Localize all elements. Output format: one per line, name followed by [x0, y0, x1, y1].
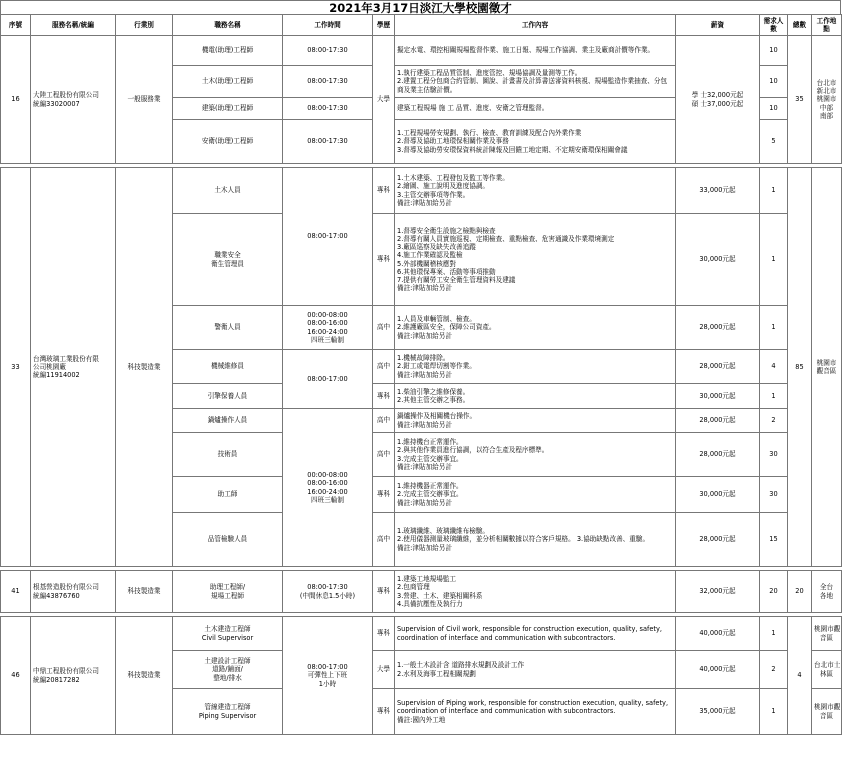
salary-cell: 學 士32,000元起 碩 士37,000元起 [676, 36, 760, 164]
col-header-count: 需求人數 [760, 15, 788, 36]
education-cell: 高中 [373, 513, 395, 567]
job-desc-cell: 1.機械故障排除。 2.鉗工或電焊切割等作業。 備註:津貼加給另計 [395, 350, 676, 384]
count-cell: 1 [760, 384, 788, 409]
location-cell: 桃園市觀 音區 [812, 689, 842, 735]
count-cell: 4 [760, 350, 788, 384]
job-desc-cell: 1.執行建築工程品質管制、進度管控、規場協調及量測等工作。 2.建置工程分包商合約管制、圖說、計畫書及計算書送審資料核視、規場監造作業抽查、分包商及業主估驗計價。 [395, 66, 676, 98]
col-header-location: 工作地點 [812, 15, 842, 36]
col-header-seq: 序號 [1, 15, 31, 36]
job-title-cell: 土木人員 [173, 168, 283, 214]
education-cell: 大學 [373, 36, 395, 164]
salary-cell: 28,000元起 [676, 306, 760, 350]
salary-cell: 30,000元起 [676, 477, 760, 513]
company-cell: 中鼎工程股份有限公司 統編20817282 [31, 617, 116, 735]
seq-cell: 46 [1, 617, 31, 735]
salary-cell: 40,000元起 [676, 617, 760, 651]
education-cell: 專科 [373, 477, 395, 513]
job-desc-cell: Supervision of Piping work, responsible for construction execution, quality, safety, coordination of interface and communication with subcontractors. 備註:國內外工地 [395, 689, 676, 735]
col-header-industry: 行業別 [116, 15, 173, 36]
job-title-cell: 品管檢驗人員 [173, 513, 283, 567]
job-desc-cell: 擬定水電、環控相關規場監督作業、施工日報、規場工作協調、業主及廠商計價等作業。 [395, 36, 676, 66]
job-desc-cell: 1.維持機器正常運作。 2.完成主管交辦事宜。 備註:津貼加給另計 [395, 477, 676, 513]
job-desc-cell: 建築工程規場 施 工 品質、進度、安衛之管理監督。 [395, 98, 676, 120]
salary-cell: 33,000元起 [676, 168, 760, 214]
industry-cell: 科技製造業 [116, 617, 173, 735]
job-desc-cell: Supervision of Civil work, responsible for construction execution, quality, safety, coordination of interface and communication with subcontractors. [395, 617, 676, 651]
count-cell: 10 [760, 98, 788, 120]
count-cell: 10 [760, 36, 788, 66]
work-time-cell: 08:00-17:00 可彈性上下班 1小時 [283, 617, 373, 735]
job-title-cell: 助理工程師/ 規場工程師 [173, 571, 283, 613]
education-cell: 專科 [373, 689, 395, 735]
location-cell: 台北市 新北市 桃園市 中部 南部 [812, 36, 842, 164]
col-header-company: 服務名稱/統編 [31, 15, 116, 36]
job-title-cell: 管線建造工程師 Piping Supervisor [173, 689, 283, 735]
col-header-time: 工作時間 [283, 15, 373, 36]
table-row [1, 617, 842, 651]
total-cell: 85 [788, 168, 812, 567]
education-cell: 專科 [373, 571, 395, 613]
work-time-cell: 08:00-17:30 [283, 120, 373, 164]
job-title-cell: 職業安全 衛生管理員 [173, 214, 283, 306]
job-desc-cell: 1.工程規場勞安規劃、執行、檢查、教育訓練及配合內外業作業 2.督導及協助工地環保相關作業及事務 3.督導及協助勞安環保資料統計陳報及回饋工地定期、不定期安衛環保相關會議 [395, 120, 676, 164]
total-cell: 20 [788, 571, 812, 613]
location-cell: 桃園市 觀音區 [812, 168, 842, 567]
total-cell: 35 [788, 36, 812, 164]
count-cell: 1 [760, 689, 788, 735]
job-desc-cell: 鍋爐操作及相關機台操作。 備註:津貼加給另計 [395, 409, 676, 433]
salary-cell: 30,000元起 [676, 214, 760, 306]
col-header-title: 職務名稱 [173, 15, 283, 36]
col-header-edu: 學歷 [373, 15, 395, 36]
salary-cell: 28,000元起 [676, 409, 760, 433]
salary-cell: 28,000元起 [676, 513, 760, 567]
salary-cell: 28,000元起 [676, 433, 760, 477]
document-title: 2021年3月17日淡江大學校園徵才 [0, 0, 841, 14]
count-cell: 5 [760, 120, 788, 164]
job-title-cell: 建築(助理)工程師 [173, 98, 283, 120]
work-time-cell: 08:00-17:30 [283, 98, 373, 120]
count-cell: 10 [760, 66, 788, 98]
job-title-cell: 土木建造工程師 Civil Supervisor [173, 617, 283, 651]
job-title-cell: 鍋爐操作人員 [173, 409, 283, 433]
company-cell: 大陸工程股份有限公司 統編33020007 [31, 36, 116, 164]
job-desc-cell: 1.柴油引擎之維修保養。 2.其他主管交辦之事務。 [395, 384, 676, 409]
total-cell: 4 [788, 617, 812, 735]
job-desc-cell: 1.維持機台正常運作。 2.與其他作業員進行協調，以符合生產及程序標準。 3.完成主管交辦事宜。 備註:津貼加給另計 [395, 433, 676, 477]
industry-cell: 科技製造業 [116, 571, 173, 613]
education-cell: 大學 [373, 651, 395, 689]
count-cell: 1 [760, 306, 788, 350]
job-title-cell: 土建設計工程師 道路/鋪面/ 整地/排水 [173, 651, 283, 689]
table-row [1, 571, 842, 613]
count-cell: 30 [760, 433, 788, 477]
salary-cell: 32,000元起 [676, 571, 760, 613]
salary-cell: 28,000元起 [676, 350, 760, 384]
count-cell: 1 [760, 168, 788, 214]
work-time-cell: 08:00-17:30 [283, 66, 373, 98]
education-cell: 高中 [373, 306, 395, 350]
col-header-total: 總數 [788, 15, 812, 36]
work-time-cell: 00:00-08:00 08:00-16:00 16:00-24:00 四班三輪制 [283, 409, 373, 567]
job-desc-cell: 1.人員及車輛管制、檢查。 2.維護廠區安全，保障公司資產。 備註:津貼加給另計 [395, 306, 676, 350]
location-cell: 台北市士 林區 [812, 651, 842, 689]
salary-cell: 30,000元起 [676, 384, 760, 409]
work-time-cell: 08:00-17:30 [283, 36, 373, 66]
job-desc-cell: 1.土木建築、工程發包及監工等作業。 2.繪圖、施工說明及進度協調。 3.主管交辦事項等作業。 備註:津貼加給另計 [395, 168, 676, 214]
job-desc-cell: 1.建築工地規場監工 2.包商管理 3.營建、土木、建築相關科系 4.具備抗壓性及執行力 [395, 571, 676, 613]
company-cell: 根基營造股份有限公司 統編43876760 [31, 571, 116, 613]
salary-cell: 35,000元起 [676, 689, 760, 735]
job-title-cell: 機電(助理)工程師 [173, 36, 283, 66]
industry-cell: 一般服務業 [116, 36, 173, 164]
job-desc-cell: 1.督導安全衛生設施之檢點與檢查 2.督導有關人員實施巡視、定期檢查、重點檢查、危害通識及作業環境測定 3.廠區巡察及缺失改善追蹤 4.施工作業確認及監檢 5.外部機關稽核應對 6.其他環保專案、活動等事項推動 7.提供有關勞工安全衛生管理資料及建議 備註:津貼加給另計 [395, 214, 676, 306]
count-cell: 2 [760, 651, 788, 689]
education-cell: 專科 [373, 214, 395, 306]
education-cell: 專科 [373, 168, 395, 214]
education-cell: 專科 [373, 617, 395, 651]
count-cell: 1 [760, 214, 788, 306]
work-time-cell: 08:00-17:00 [283, 350, 373, 409]
count-cell: 20 [760, 571, 788, 613]
seq-cell: 16 [1, 36, 31, 164]
seq-cell: 33 [1, 168, 31, 567]
count-cell: 30 [760, 477, 788, 513]
work-time-cell: 08:00-17:00 [283, 168, 373, 306]
job-title-cell: 警衛人員 [173, 306, 283, 350]
job-desc-cell: 1.一般土木設計含 道路排水規劃及設計工作 2.水利及海事工程相關規劃 [395, 651, 676, 689]
company-cell: 台灣玻璃工業股份有限 公司桃園廠 統編11914002 [31, 168, 116, 567]
count-cell: 2 [760, 409, 788, 433]
job-title-cell: 機械維修員 [173, 350, 283, 384]
education-cell: 高中 [373, 433, 395, 477]
job-title-cell: 安衛(助理)工程師 [173, 120, 283, 164]
job-title-cell: 土木(助理)工程師 [173, 66, 283, 98]
job-title-cell: 助工師 [173, 477, 283, 513]
count-cell: 1 [760, 617, 788, 651]
job-desc-cell: 1.玻璃纖維、玻璃纖維布檢驗。 2.使用儀器測量玻璃纖維，並分析相關數據以符合客戶規格。 3.協助缺點改善、重驗。 備註:津貼加給另計 [395, 513, 676, 567]
salary-cell: 40,000元起 [676, 651, 760, 689]
count-cell: 15 [760, 513, 788, 567]
table-row [1, 168, 842, 214]
seq-cell: 41 [1, 571, 31, 613]
col-header-desc: 工作內容 [395, 15, 676, 36]
col-header-salary: 薪資 [676, 15, 760, 36]
education-cell: 專科 [373, 384, 395, 409]
industry-cell: 科技製造業 [116, 168, 173, 567]
job-table [0, 14, 842, 735]
table-row [1, 36, 842, 66]
location-cell: 全台 各地 [812, 571, 842, 613]
job-title-cell: 技術員 [173, 433, 283, 477]
header-row [1, 15, 842, 36]
location-cell: 桃園市觀 音區 [812, 617, 842, 651]
work-time-cell: 00:00-08:00 08:00-16:00 16:00-24:00 四班三輪制 [283, 306, 373, 350]
work-time-cell: 08:00-17:30 (中間休息1.5小時) [283, 571, 373, 613]
education-cell: 高中 [373, 409, 395, 433]
education-cell: 高中 [373, 350, 395, 384]
job-title-cell: 引擎保養人員 [173, 384, 283, 409]
